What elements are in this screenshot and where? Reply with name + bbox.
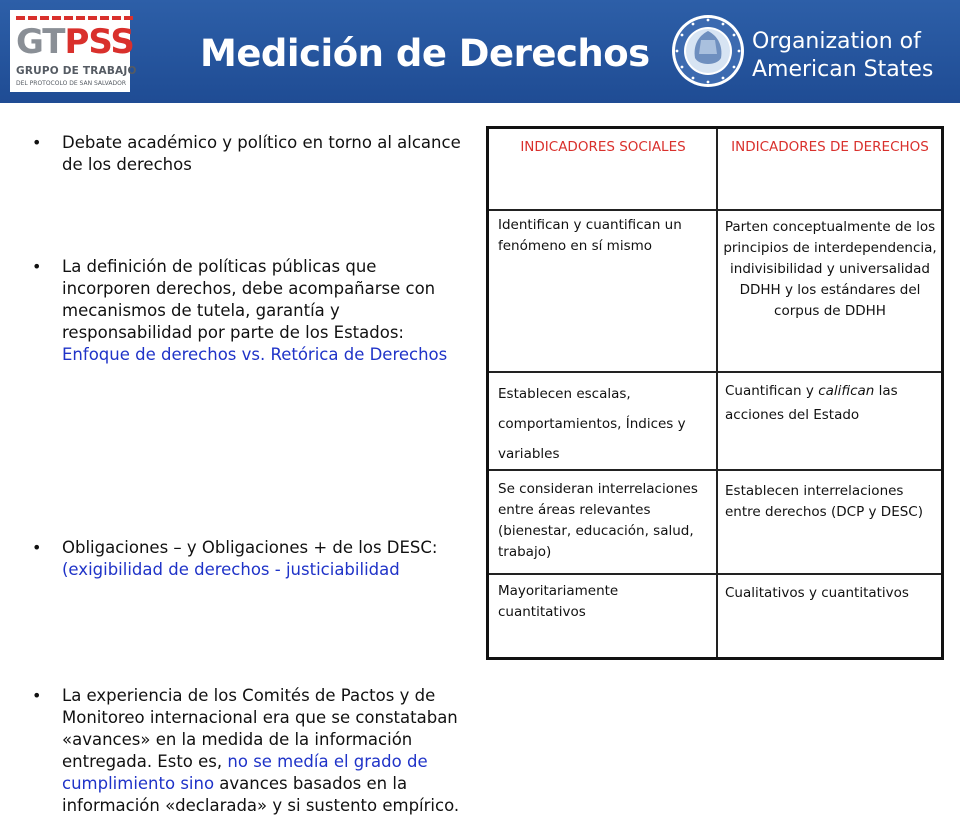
oas-seal-icon xyxy=(671,14,745,88)
table-row-divider xyxy=(489,573,941,575)
bullet-item xyxy=(32,132,468,176)
gtpss-logo xyxy=(10,10,137,92)
table-header-rights: INDICADORES DE DERECHOS xyxy=(731,139,929,155)
oas-name-line2: American States xyxy=(752,57,934,82)
logo-subtitle: GRUPO DE TRABAJO xyxy=(16,65,137,77)
logo-pss: PSS xyxy=(64,22,134,62)
page-title: Medición de Derechos xyxy=(200,32,650,75)
logo-subtitle-small: DEL PROTOCOLO DE SAN SALVADOR xyxy=(16,80,127,87)
table-row-divider xyxy=(489,371,941,373)
bullet-text-after: avances basados en la información «declarada» y si sustento empírico. xyxy=(62,774,460,815)
table-cell-text: Cuantifican y xyxy=(725,383,819,399)
header xyxy=(0,0,960,103)
oas-name xyxy=(752,28,933,84)
logo-wordmark xyxy=(16,22,134,62)
bullet-dot-icon: • xyxy=(32,538,42,557)
table-cell: Parten conceptualmente de los principios de interdependencia, indivisibilidad y universalidad DDHH y los estándares del corpus de DDHH xyxy=(723,219,937,319)
bullet-text: La definición de políticas públicas que incorporen derechos, debe acompañarse con mecanismos de tutela, garantía y responsabilidad por parte de los Estados: xyxy=(62,257,436,342)
bullet-text: Debate académico y político en torno al alcance de los derechos xyxy=(62,133,461,174)
bullet-dot-icon: • xyxy=(32,686,42,705)
table-cell-text: las acciones del Estado xyxy=(725,383,898,423)
table-cell: Se consideran interrelaciones entre áreas relevantes (bienestar, educación, salud, trabajo) xyxy=(498,481,698,560)
logo-dashes xyxy=(16,16,133,20)
table-cell: Establecen interrelaciones entre derechos (DCP y DESC) xyxy=(725,483,923,520)
table-header-social: INDICADORES SOCIALES xyxy=(520,139,686,155)
bullet-dot-icon: • xyxy=(32,133,42,152)
bullet-list xyxy=(32,132,468,815)
comparison-table xyxy=(486,126,944,660)
bullet-text: La experiencia de los Comités de Pactos y de Monitoreo internacional era que se constataban «avances» en la medida de la información entregada. Esto es, xyxy=(62,686,458,771)
bullet-text: Obligaciones – y Obligaciones + de los DESC: xyxy=(62,538,438,557)
bullet-item xyxy=(32,537,468,581)
table-cell xyxy=(725,379,937,427)
table-cell: Cualitativos y cuantitativos xyxy=(725,585,909,601)
table-row-divider xyxy=(489,469,941,471)
bullet-highlight: (exigibilidad de derechos - justiciabilidad xyxy=(62,560,400,579)
bullet-item xyxy=(32,256,468,366)
bullet-item xyxy=(32,685,468,817)
bullet-highlight: no se medía el grado de cumplimiento sino xyxy=(62,752,428,793)
table-row-divider xyxy=(489,209,941,211)
bullet-highlight: Enfoque de derechos vs. Retórica de Derechos xyxy=(62,345,448,364)
table-cell-emphasis: califican xyxy=(818,383,875,399)
table-cell: Mayoritariamente cuantitativos xyxy=(498,583,619,620)
bullet-dot-icon: • xyxy=(32,257,42,276)
oas-name-line1: Organization of xyxy=(752,29,921,54)
table-cell: Establecen escalas, comportamientos, Índices y variables xyxy=(498,386,686,462)
logo-gt: GT xyxy=(16,22,65,62)
table-cell: Identifican y cuantifican un fenómeno en sí mismo xyxy=(498,217,682,254)
